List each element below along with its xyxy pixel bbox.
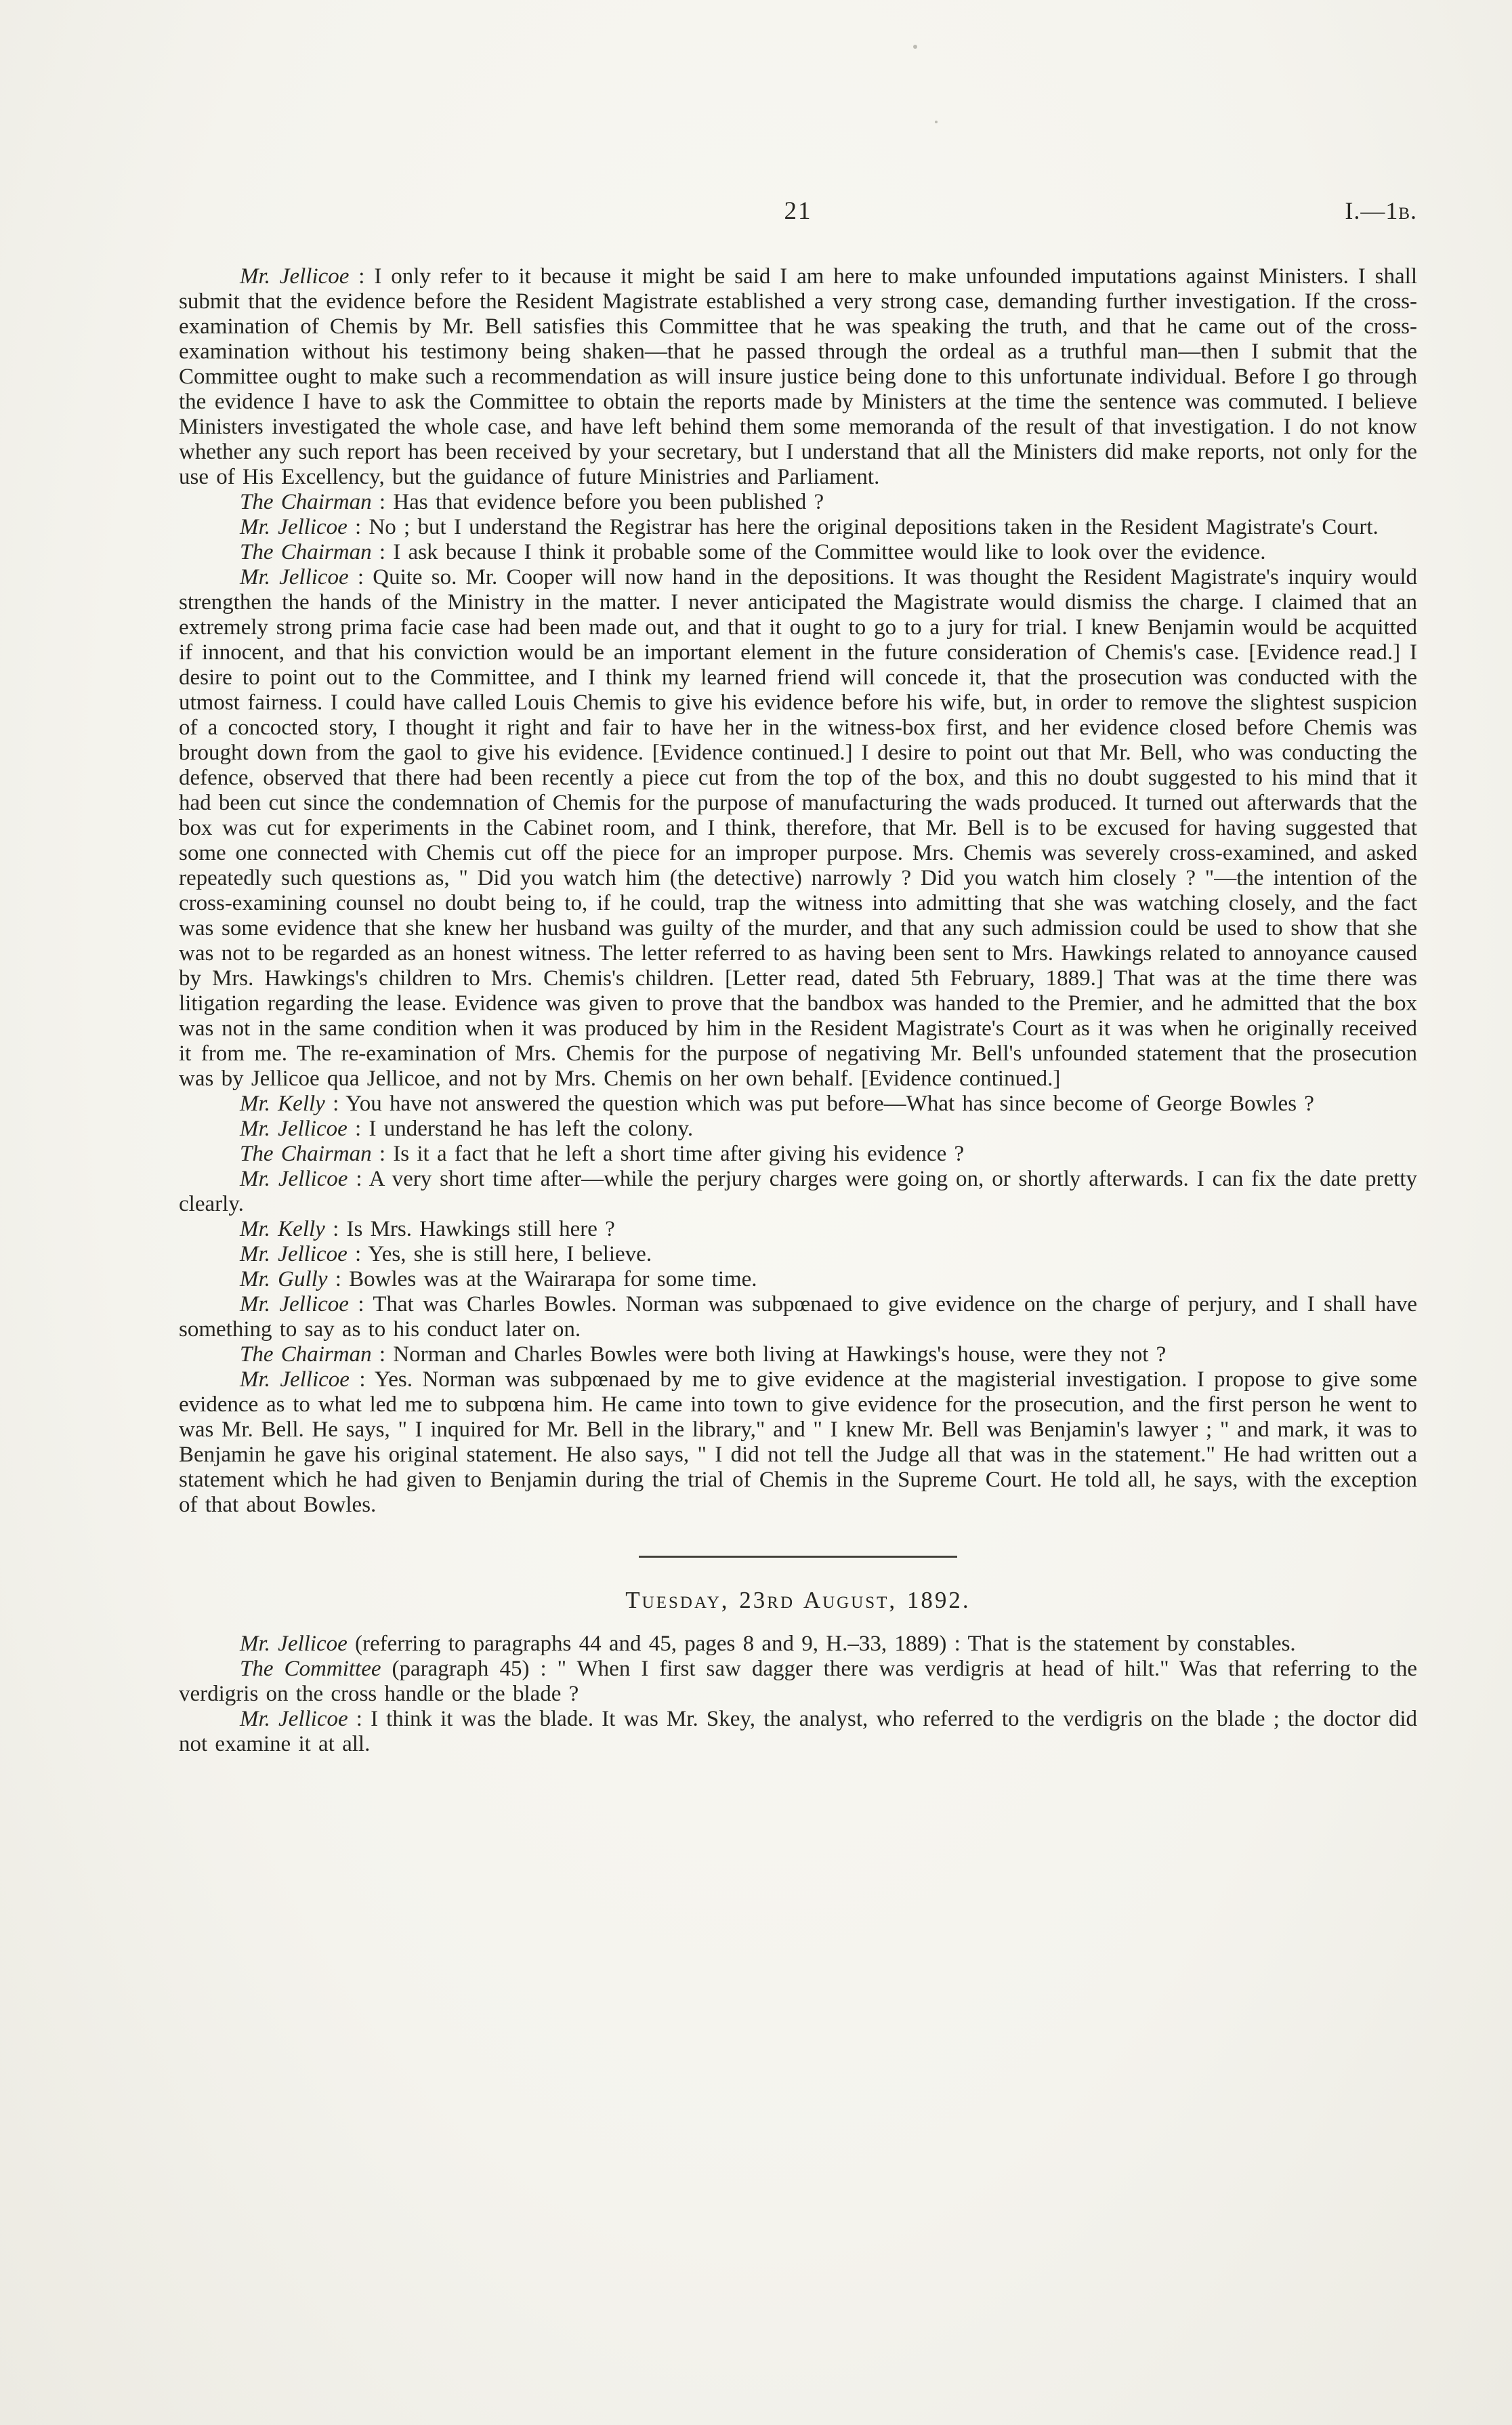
speaker-name: Mr. Jellicoe xyxy=(240,1242,348,1266)
speaker-note: (referring to paragraphs 44 and 45, pages 8 and 9, H.–33, 1889) xyxy=(347,1632,947,1656)
paragraph-text: I think it was the blade. It was Mr. Skey, the analyst, who referred to the verdigris on the blade ; the doctor did not examine it at all. xyxy=(179,1707,1417,1756)
paragraph xyxy=(179,1217,1417,1242)
separator: : xyxy=(348,1707,371,1731)
speaker-name: Mr. Jellicoe xyxy=(240,1117,348,1141)
speaker-name: Mr. Jellicoe xyxy=(240,1632,348,1656)
paragraph-text: That is the statement by constables. xyxy=(967,1632,1296,1656)
paragraph xyxy=(179,1117,1417,1142)
speaker-name: Mr. Jellicoe xyxy=(240,1292,349,1317)
paper-series-code: I.—1b. xyxy=(1345,197,1417,224)
speaker-name: The Chairman xyxy=(240,1342,372,1367)
separator: : xyxy=(348,565,373,589)
paragraph-text: Norman and Charles Bowles were both living at Hawkings's house, were they not ? xyxy=(393,1342,1167,1367)
speaker-name: Mr. Jellicoe xyxy=(240,1707,348,1731)
paragraph xyxy=(179,1092,1417,1117)
paragraph xyxy=(179,540,1417,565)
separator: : xyxy=(348,1167,369,1191)
paragraph-text: No ; but I understand the Registrar has here the original depositions taken in the Resident Magistrate's Court. xyxy=(369,515,1379,539)
paragraph xyxy=(179,1367,1417,1518)
speaker-note: (paragraph 45) xyxy=(381,1657,530,1681)
paragraph-text: Bowles was at the Wairarapa for some time. xyxy=(349,1267,757,1291)
transcript-body xyxy=(179,264,1417,1757)
paragraph-text: I understand he has left the colony. xyxy=(369,1117,694,1141)
paragraph-text: Yes. Norman was subpœnaed by me to give evidence at the magisterial investigation. I propose to give some evidence as to what led me to subpœna him. He came into town to give evidence for the prosecution, and the first person he went to was Mr. Bell. He says, " I inquired for Mr. Bell in the library," and " I knew Mr. Bell was Benjamin's lawyer ; " and mark, it was to Benjamin he gave his original statement. He also says, " I did not tell the Judge all that was in the statement." He had written out a statement which he had given to Benjamin during the trial of Chemis in the Supreme Court. He told all, he says, with the exception of that about Bowles. xyxy=(179,1367,1417,1517)
paragraph xyxy=(179,1167,1417,1217)
paragraph-text: I only refer to it because it might be said I am here to make unfounded imputations against Ministers. I shall submit that the evidence before the Resident Magistrate established a very strong case, demanding further investigation. If the cross-examination of Chemis by Mr. Bell satisfies this Committee that he was speaking the truth, and that he came out of the cross-examination without his testimony being shaken—that he passed through the ordeal as a truthful man—then I submit that the Committee ought to make such a recommendation as will insure justice being done to this unfortunate individual. Before I go through the evidence I have to ask the Committee to obtain the reports made by Ministers at the time the sentence was commuted. I believe Ministers investigated the whole case, and have left behind them some memoranda of the result of that investigation. I do not know whether any such report has been received by your secretary, but I understand that all the Ministers did make reports, not only for the use of His Excellency, but the guidance of future Ministries and Parliament. xyxy=(179,264,1417,489)
speaker-name: Mr. Kelly xyxy=(240,1092,325,1116)
section-divider xyxy=(639,1556,957,1558)
separator: : xyxy=(371,1342,394,1367)
paragraph-text: A very short time after—while the perjury charges were going on, or shortly afterwards. I can fix the date pretty clearly. xyxy=(179,1167,1417,1216)
separator: : xyxy=(327,1267,350,1291)
speaker-name: The Chairman xyxy=(240,1142,372,1166)
separator: : xyxy=(946,1632,968,1656)
separator: : xyxy=(324,1092,346,1116)
paragraph xyxy=(179,490,1417,515)
paragraph-text: I ask because I think it probable some of the Committee would like to look over the evidence. xyxy=(393,540,1266,564)
paragraph-text: Yes, she is still here, I believe. xyxy=(368,1242,652,1266)
page-header xyxy=(179,196,1417,232)
separator: : xyxy=(347,1117,369,1141)
separator: : xyxy=(324,1217,347,1241)
paragraph xyxy=(179,264,1417,490)
paragraph xyxy=(179,565,1417,1092)
paragraph xyxy=(179,1342,1417,1367)
speaker-name: The Chairman xyxy=(240,540,372,564)
separator: : xyxy=(529,1657,558,1681)
separator: : xyxy=(349,1367,375,1392)
separator: : xyxy=(371,540,394,564)
paragraph xyxy=(179,1707,1417,1757)
paragraph xyxy=(179,1657,1417,1707)
speaker-name: Mr. Jellicoe xyxy=(240,264,350,289)
separator: : xyxy=(371,490,394,514)
separator: : xyxy=(347,515,369,539)
page-number: 21 xyxy=(784,197,812,225)
paragraph xyxy=(179,1267,1417,1292)
separator: : xyxy=(371,1142,394,1166)
paragraph-text: Is Mrs. Hawkings still here ? xyxy=(346,1217,615,1241)
speaker-name: Mr. Jellicoe xyxy=(240,565,349,589)
speaker-name: The Chairman xyxy=(240,490,372,514)
paragraph-text: You have not answered the question which was put before—What has since become of George Bowles ? xyxy=(345,1092,1314,1116)
session-date-heading: Tuesday, 23rd August, 1892. xyxy=(625,1587,971,1613)
paragraph-text: Has that evidence before you been published ? xyxy=(393,490,824,514)
separator: : xyxy=(348,1292,373,1317)
paragraph xyxy=(179,1292,1417,1342)
speaker-name: Mr. Kelly xyxy=(240,1217,325,1241)
paragraph xyxy=(179,1632,1417,1657)
speaker-name: The Committee xyxy=(240,1657,381,1681)
paragraph-text: Is it a fact that he left a short time after giving his evidence ? xyxy=(393,1142,965,1166)
paragraph xyxy=(179,515,1417,540)
separator: : xyxy=(349,264,375,289)
speaker-name: Mr. Jellicoe xyxy=(240,1167,348,1191)
paragraph-text: Quite so. Mr. Cooper will now hand in the depositions. It was thought the Resident Magistrate's inquiry would strengthen the hands of the Ministry in the matter. I never anticipated the Magistrate would dismiss the charge. I claimed that an extremely strong prima facie case had been made out, and that it ought to go to a jury for trial. I knew Benjamin would be acquitted if innocent, and that his conviction would be an important element in the future consideration of Chemis's case. [Evidence read.] I desire to point out to the Committee, and I think my learned friend will concede it, that the prosecution was conducted with the utmost fairness. I could have called Louis Chemis to give his evidence before his wife, but, in order to remove the slightest suspicion of a concocted story, I thought it right and fair to have her in the witness-box first, and her evidence closed before Chemis was brought down from the gaol to give his evidence. [Evidence continued.] I desire to point out that Mr. Bell, who was conducting the defence, observed that there had been recently a piece cut from the top of the box, and this no doubt suggested to his mind that it had been cut since the condemnation of Chemis for the purpose of manufacturing the wads produced. It turned out afterwards that the box was cut for experiments in the Cabinet room, and I think, therefore, that Mr. Bell is to be excused for having suggested that some one connected with Chemis cut off the piece for an improper purpose. Mrs. Chemis was severely cross-examined, and asked repeatedly such questions as, " Did you watch him (the detective) narrowly ? Did you watch him closely ? "—the intention of the cross-examining counsel no doubt being to, if he could, trap the witness into admitting that she was watching closely, and the fact was some evidence that she knew her husband was guilty of the murder, and that any such admission could be used to show that she was not to be regarded as an honest witness. The letter referred to as having been sent to Mrs. Hawkings related to annoyance caused by Mrs. Hawkings's children to Mrs. Chemis's children. [Letter read, dated 5th February, 1889.] That was at the time there was litigation regarding the lease. Evidence was given to prove that the bandbox was handed to the Premier, and he admitted that the box was not in the same condition when it was produced by him in the Resident Magistrate's Court as it was when he originally received it from me. The re-examination of Mrs. Chemis for the purpose of negativing Mr. Bell's unfounded statement that the prosecution was by Jellicoe qua Jellicoe, and not by Mrs. Chemis on her own behalf. [Evidence continued.] xyxy=(179,565,1417,1091)
paragraph xyxy=(179,1142,1417,1167)
paragraph-text: That was Charles Bowles. Norman was subpœnaed to give evidence on the charge of perjury, and I shall have something to say as to his conduct later on. xyxy=(179,1292,1417,1342)
paragraph xyxy=(179,1242,1417,1267)
separator: : xyxy=(347,1242,369,1266)
paragraph-text: " When I first saw dagger there was verdigris at head of hilt." Was that referring to the verdigris on the cross handle or the blade ? xyxy=(179,1657,1418,1706)
speaker-name: Mr. Gully xyxy=(240,1267,328,1291)
speaker-name: Mr. Jellicoe xyxy=(240,515,348,539)
speaker-name: Mr. Jellicoe xyxy=(240,1367,350,1392)
